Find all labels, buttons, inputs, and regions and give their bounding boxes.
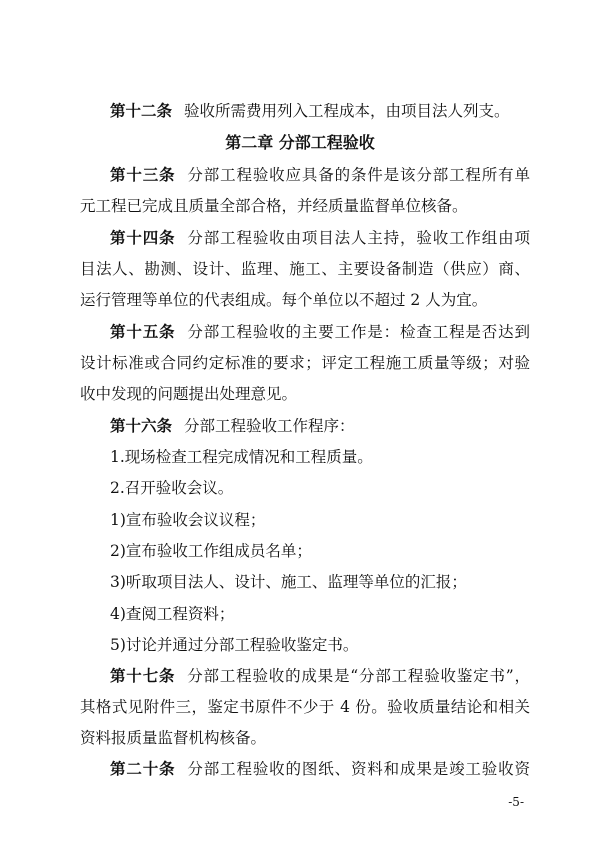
article-17-line-2: 其格式见附件三，鉴定书原件不少于 4 份。验收质量结论和相关 — [80, 698, 530, 716]
article-14-line-1 — [110, 228, 530, 248]
procedure-item: 1.现场检查工程完成情况和工程质量。 — [110, 448, 373, 466]
procedure-subitem: 5)讨论并通过分部工程验收鉴定书。 — [110, 636, 359, 654]
procedure-subitem: 1)宣布验收会议议程； — [110, 511, 266, 529]
article-17-line-1 — [110, 666, 530, 686]
article-15-line-1 — [110, 322, 530, 342]
procedure-subitem: 4)查阅工程资料； — [110, 605, 235, 623]
article-text: 分部工程验收工作程序： — [184, 417, 355, 435]
article-14-line-3: 运行管理等单位的代表组成。每个单位以不超过 2 人为宜。 — [80, 291, 488, 309]
chapter-heading: 第二章 分部工程验收 — [225, 133, 375, 152]
article-number: 第十四条 — [110, 228, 176, 247]
article-number: 第十二条 — [110, 101, 173, 120]
article-text: 分部工程验收的图纸、资料和成果是竣工验收资 — [187, 760, 530, 778]
article-number: 第十六条 — [110, 416, 173, 435]
article-text: 验收所需费用列入工程成本，由项目法人列支。 — [184, 102, 510, 120]
article-15-line-2: 设计标准或合同约定标准的要求；评定工程施工质量等级；对验 — [80, 354, 530, 372]
procedure-subitem: 2)宣布验收工作组成员名单； — [110, 542, 312, 560]
procedure-subitem: 3)听取项目法人、设计、施工、监理等单位的汇报； — [110, 573, 467, 591]
procedure-item: 2.召开验收会议。 — [110, 479, 234, 497]
article-text: 分部工程验收应具备的条件是该分部工程所有单 — [187, 166, 530, 184]
article-number: 第十七条 — [110, 666, 176, 685]
article-text: 分部工程验收的成果是“分部工程验收鉴定书”， — [187, 667, 530, 685]
article-13-line-1 — [110, 165, 530, 185]
article-20-line-1 — [110, 759, 530, 779]
article-number: 第十五条 — [110, 322, 176, 341]
article-14-line-2: 目法人、勘测、设计、监理、施工、主要设备制造（供应）商、 — [80, 260, 530, 278]
article-text: 分部工程验收的主要工作是：检查工程是否达到 — [187, 323, 530, 341]
article-12 — [110, 101, 530, 121]
article-number: 第二十条 — [110, 759, 176, 778]
article-16-line-1 — [110, 416, 530, 436]
article-number: 第十三条 — [110, 165, 176, 184]
article-13-line-2: 元工程已完成且质量全部合格，并经质量监督单位核备。 — [80, 197, 468, 215]
article-text: 分部工程验收由项目法人主持，验收工作组由项 — [187, 229, 530, 247]
page-number: -5- — [508, 795, 524, 809]
article-17-line-3: 资料报质量监督机构核备。 — [80, 729, 267, 747]
article-15-line-3: 收中发现的问题提出处理意见。 — [80, 385, 298, 403]
